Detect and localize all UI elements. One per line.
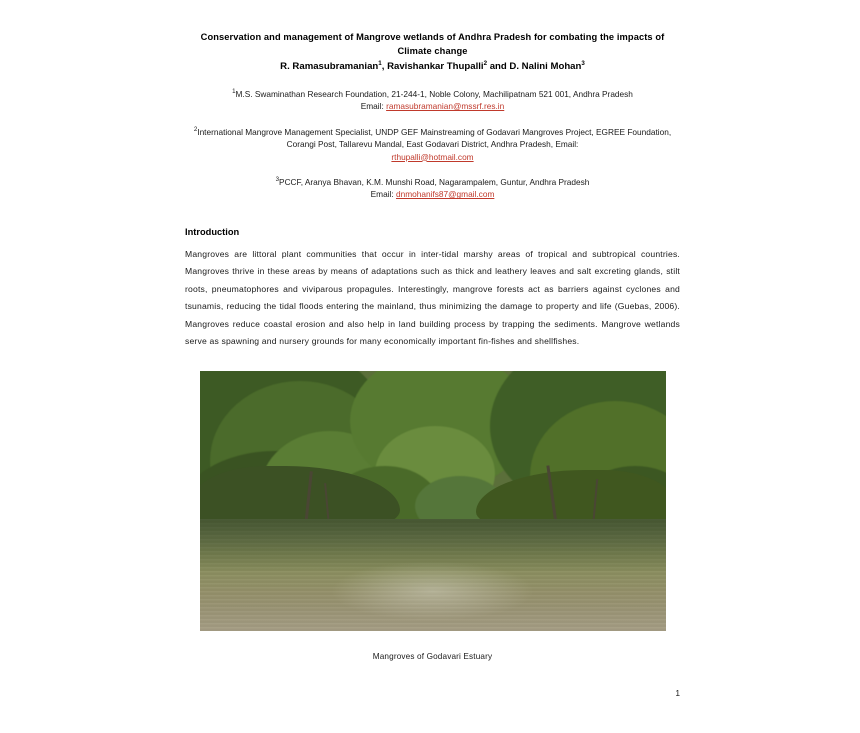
author-list: R. Ramasubramanian$^1$, Ravishankar Thupalli$^2$ and D. Nalini Mohan$^3$	[280, 59, 585, 72]
affiliation-1-email-label: Email:	[360, 101, 387, 112]
mangrove-photo	[200, 371, 666, 631]
affiliation-1	[185, 88, 680, 113]
author-1-superscript: 1	[378, 59, 382, 67]
page-title	[185, 30, 680, 59]
photo-water-glare	[330, 561, 535, 621]
affiliation-2-email-link[interactable]: rthupalli@hotmail.com	[391, 151, 474, 162]
page-number: 1	[675, 688, 680, 698]
figure-block	[185, 371, 680, 661]
affiliation-2-superscript: 2	[193, 125, 198, 133]
author-3-superscript: 3	[581, 59, 585, 67]
section-heading-introduction: Introduction	[185, 226, 240, 237]
affiliation-3-text: PCCF, Aranya Bhavan, K.M. Munshi Road, Nagarampalem, Guntur, Andhra Pradesh	[279, 177, 590, 187]
affiliation-1-text: M.S. Swaminathan Research Foundation, 21-244-1, Noble Colony, Machilipatnam 521 001, Andhra Pradesh	[235, 88, 633, 99]
affiliation-1-email-link[interactable]: ramasubramanian@mssrf.res.in	[386, 101, 505, 112]
page-content	[185, 30, 680, 661]
affiliation-2-text: International Mangrove Management Specialist, UNDP GEF Mainstreaming of Godavari Mangroves Project, EGREE Foundation, Corangi Post, Tallarevu Mandal, East Godavari District, Andhra Pradesh, Email:	[197, 126, 672, 150]
affiliation-3	[185, 176, 680, 201]
figure-caption: Mangroves of Godavari Estuary	[372, 651, 493, 661]
affiliation-2	[185, 126, 680, 163]
affiliation-1-superscript: 1	[232, 88, 236, 96]
title-line-1: Conservation and management of Mangrove wetlands of Andhra Pradesh for combating the impacts of	[200, 32, 665, 42]
title-line-2: Climate change	[397, 46, 468, 57]
author-2-superscript: 2	[483, 59, 488, 67]
affiliation-3-email-label: Email:	[370, 189, 396, 200]
introduction-paragraph: Mangroves are littoral plant communities that occur in inter-tidal marshy areas of tropical and subtropical countries. Mangroves thrive in these areas by means of adaptations such as thick and leathery leaves and salt excreting glands, stilt roots, pneumatophores and viviparous propagules. Interestingly, mangrove forests act as barriers against cyclones and tsunamis, reducing the tidal floods entering the mainland, thus minimizing the damage to property and life (Guebas, 2006). Mangroves reduce coastal erosion and also help in land building process by trapping the sediments. Mangrove wetlands serve as spawning and nursery grounds for many economically important fin-fishes and shellfishes.	[185, 248, 680, 347]
affiliation-3-superscript: 3	[275, 176, 280, 184]
affiliation-3-email-link[interactable]: dnmohanifs87@gmail.com	[396, 189, 495, 200]
